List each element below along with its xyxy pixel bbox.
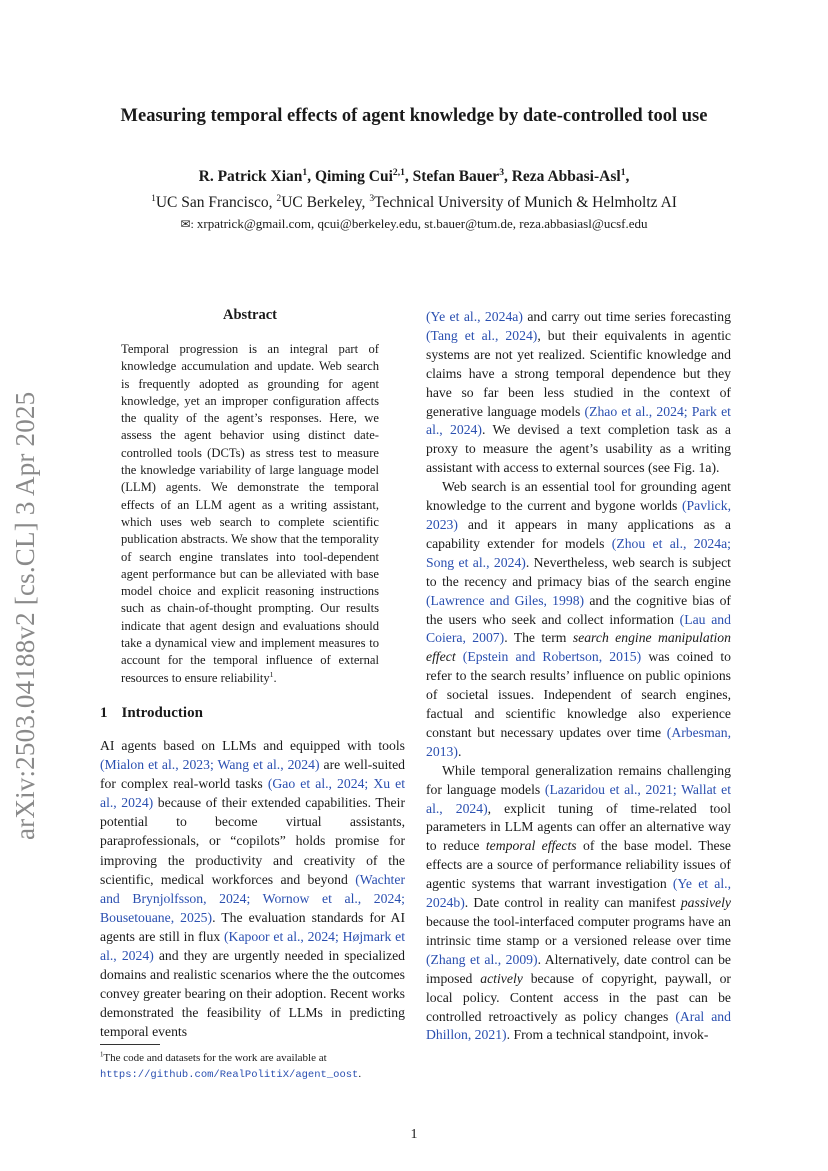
emphasis-text: actively bbox=[480, 970, 523, 986]
citation-link[interactable]: (Lazaridou et al., 2021; Wallat et al., 2024) bbox=[426, 781, 732, 816]
citation-link[interactable]: (Zhang et al., 2009) bbox=[426, 951, 538, 967]
arxiv-identifier: arXiv:2503.04188v2 [cs.CL] 3 Apr 2025 bbox=[10, 391, 40, 840]
section-heading-introduction bbox=[100, 705, 203, 722]
citation-link[interactable]: (Ye et al., 2024a) bbox=[426, 309, 523, 324]
envelope-icon: ✉: bbox=[180, 217, 194, 231]
email-line bbox=[0, 216, 828, 232]
affiliations: $^1$UC San Francisco, $^2$UC Berkeley, $^3$Technical University of Munich & Helmholtz AI bbox=[151, 192, 677, 211]
citation-link[interactable]: (Kapoor et al., 2024; Højmark et al., 2024) bbox=[100, 928, 405, 964]
citation-link[interactable]: (Zhao et al., 2024; Park et al., 2024) bbox=[426, 403, 731, 438]
introduction-paragraph bbox=[100, 736, 405, 1042]
author-list: R. Patrick Xian$^1$, Qiming Cui$^{2,1}$, Stefan Bauer$^3$, Reza Abbasi-Asl$^1$, bbox=[198, 166, 630, 185]
citation-link[interactable]: (Aral and Dhillon, 2021) bbox=[426, 1008, 731, 1043]
citation-link[interactable]: (Arbesman, 2013) bbox=[426, 724, 731, 759]
citation-link[interactable]: (Mialon et al., 2023; Wang et al., 2024) bbox=[100, 757, 320, 773]
citation-link[interactable]: (Tang et al., 2024) bbox=[426, 327, 538, 343]
repository-link[interactable]: https://github.com/RealPolitiX/agent_oost bbox=[100, 1069, 359, 1081]
citation-link[interactable]: (Ye et al., 2024b) bbox=[426, 876, 731, 911]
emphasis-text: temporal effects bbox=[485, 838, 577, 854]
abstract-body: Temporal progression is an integral part of knowledge accumulation and update. Web search is frequently adopted as grounding for agent knowledge, yet an improper configuration affects the quality of the agent’s responses. Here, we assess the agent behavior using distinct date-controlled tools (DCTs) as stress test to measure the knowledge variability of large language model (LLM) agents. We demonstrate the temporal effects of an LLM agent as a writing assistant, which uses web search to complete scientific publication abstracts. We show that the temporality of search engine translates into tool-dependent agent performance but can be alleviated with base model choice and explicit reasoning instructions such as chain-of-thought prompting. Our results indicate that agent design and evaluations should take a dynamical view and implement measures to account for the temporal influence of external resources to ensure reliability$^1$. bbox=[121, 342, 379, 685]
body-paragraph: (Ye et al., 2024a) and carry out time series forecasting (Tang et al., 2024), but their equivalents in agentic systems are not yet realized. Scientific knowledge and claims have a strong temporal dependence but they have so far been less studied in the context of generative language models (Zhao et al., 2024; Park et al., 2024). We devised a text completion task as a proxy to measure the agent’s usability as a writing assistant with access to external sources (see Fig. 1a). bbox=[426, 309, 732, 476]
section-title: Introduction bbox=[121, 705, 203, 721]
footnote-marker: 1 bbox=[100, 1051, 104, 1059]
intro-paragraph: AI agents based on LLMs and equipped with tools (Mialon et al., 2023; Wang et al., 2024) are well-suited for complex real-world tasks (Gao et al., 2024; Xu et al., 2024) because of their extended capabilities. Their potential to become virtual assistants, paraprofessionals, or “copilots” holds promise for improving the productivity and creativity of the scientific, medical workforces and beyond (Wachter and Brynjolfsson, 2024; Wornow et al., 2024; Bousetouane, 2025). The evaluation standards for AI agents are still in flux (Kapoor et al., 2024; Højmark et al., 2024) and they are urgently needed in specialized domains and realistic scenarios where the the outcomes convey greater bearing on their adoption. Recent works demonstrated the feasibility of LLMs in predicting temporal events bbox=[100, 738, 406, 1040]
citation-link[interactable]: (Zhou et al., 2024a; Song et al., 2024) bbox=[426, 535, 731, 570]
page-number: 1 bbox=[410, 1127, 418, 1142]
citation-link[interactable]: (Pavlick, 2023) bbox=[426, 498, 731, 532]
section-number: 1 bbox=[100, 705, 108, 721]
citation-link[interactable]: (Wachter and Brynjolfsson, 2024; Wornow et al., 2024; Bousetouane, 2025) bbox=[100, 871, 405, 925]
citation-link[interactable]: (Gao et al., 2024; Xu et al., 2024) bbox=[100, 776, 406, 811]
paper-title: Measuring temporal effects of agent knowledge by date-controlled tool use bbox=[120, 106, 708, 126]
citation-link[interactable]: (Lau and Coiera, 2007) bbox=[426, 611, 731, 646]
email-addresses[interactable]: xrpatrick@gmail.com, qcui@berkeley.edu, st.bauer@tum.de, reza.abbasiasl@ucsf.edu bbox=[196, 216, 648, 231]
footnote-divider bbox=[100, 1044, 160, 1045]
body-paragraph: While temporal generalization remains challenging for language models (Lazaridou et al., 2021; Wallat et al., 2024), explicit tuning of time-related tool parameters in LLM agents can offer an alternative way to reduce temporal effects of the base model. These effects are a source of performance reliability issues of agentic systems that warrant investigation (Ye et al., 2024b). Date control in reality can manifest passively because the tool-interfaced computer programs have an intrinsic time stamp or a versioned release over time (Zhang et al., 2009). Alternatively, date control can be imposed actively because of copyright, paywall, or local policy. Content access in the past can be controlled retroactively as policy changes (Aral and Dhillon, 2021). From a technical standpoint, invok- bbox=[426, 762, 732, 1043]
emphasis-text: search engine manipulation effect bbox=[426, 630, 731, 665]
right-column-text bbox=[426, 308, 731, 1045]
footnote: $^1$The code and datasets for the work are available at https://github.com/RealPolitiX/agent_oost. bbox=[100, 1051, 362, 1081]
citation-link[interactable]: (Lawrence and Giles, 1998) bbox=[426, 592, 585, 608]
citation-link[interactable]: (Epstein and Robertson, 2015) bbox=[462, 649, 642, 665]
abstract-heading: Abstract bbox=[223, 307, 277, 323]
emphasis-text: passively bbox=[680, 895, 731, 911]
body-paragraph: Web search is an essential tool for grounding agent knowledge to the current and bygone worlds (Pavlick, 2023) and it appears in many applications as a capability extender for models (Zhou et al., 2024a; Song et al., 2024). Nevertheless, web search is subject to the recency and primacy bias of the search engine (Lawrence and Giles, 1998) and the cognitive bias of the users who seek and collect information (Lau and Coiera, 2007). The term search engine manipulation effect (Epstein and Robertson, 2015) was coined to refer to the search results’ influence on public opinions of societal issues. Independent of search engines, factual and scientific knowledge also experience constant but necessary updates over time (Arbesman, 2013). bbox=[426, 479, 732, 759]
